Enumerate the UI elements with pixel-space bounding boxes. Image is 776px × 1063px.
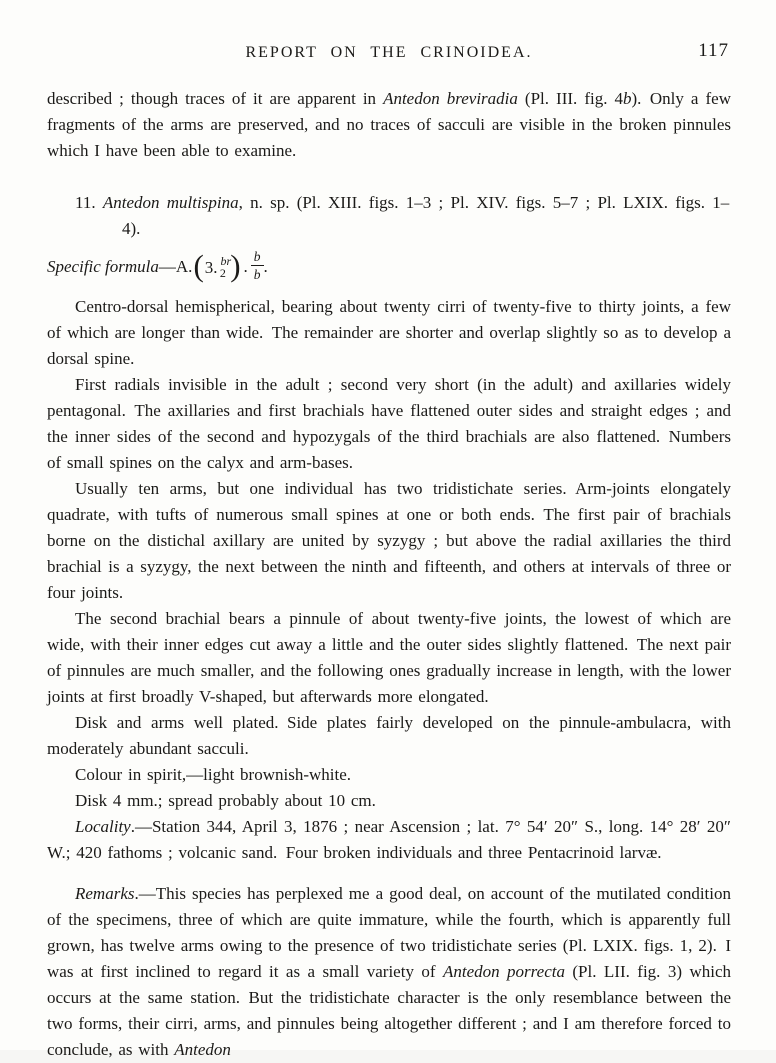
page-header-title: REPORT ON THE CRINOIDEA. [245,44,533,61]
text-run: , n. sp. (Pl. XIII. figs. 1–3 ; Pl. XIV. figs. 5–7 ; Pl. LXIX. figs. 1–4). [122,193,730,238]
text-run: (Pl. LII. fig. 3) which occurs at the same station. But the tridistichate character is the only resemblance between the two forms, their cirri, arms, and pinnules being altogether different ; and I am therefore forced to conclude, as with [47,962,731,1059]
formula-label: Specific formula [47,257,159,276]
formula-genus: A. [175,257,193,276]
text-run: ). Only a few fragments of the arms are preserved, and no traces of sacculi are visible in the broken pinnules which I have been able to examine. [47,89,731,160]
formula-fraction-numerator: b [251,249,264,266]
text-run: (Pl. III. fig. 4 [517,89,623,108]
paragraph-disk-and-arms [47,710,731,762]
text-run: described ; though traces of it are apparent in [47,89,384,108]
paragraph-disk-size [47,788,731,814]
text-run: First radials invisible in the adult ; second very short (in the adult) and axillaries widely pentagonal. The axillaries and first brachials have flattened outer sides and straight edges ; and the inner sides of the second and hypozygals of the third brachials are also flattened. Numbers of small spines on the calyx and arm-bases. [47,375,731,472]
text-run: .—Station 344, April 3, 1876 ; near Ascension ; lat. 7° 54′ 20″ S., long. 14° 28′ 20″ W.; 420 fathoms ; volcanic sand. Four broken individuals and three Pentacrinoid larvæ. [47,817,731,862]
text-run: Colour in spirit,—light brownish-white. [75,765,352,784]
formula-sup-sub-stack [219,255,230,279]
text-run: .—This species has perplexed me a good deal, on account of the mutilated condition of the specimens, three of which are quite immature, while the fourth, which is apparently full grown, has twelve arms owing to the presence of two tridistichate series (Pl. LXIX. figs. 1, 2). I was at first inclined to regard it as a small variety of [47,884,731,981]
paragraph-centro-dorsal [47,294,731,372]
formula-fraction [251,249,264,282]
formula-open-paren-glyph: ( [193,248,204,283]
species-heading [47,190,731,242]
formula-subscript: 2 [219,266,226,280]
paragraph-first-radials [47,372,731,476]
italic-text-run: Antedon breviradia [383,89,518,108]
text-run: Disk 4 mm.; spread probably about 10 cm. [75,791,376,810]
formula-base-number: 3. [204,258,218,277]
formula-separator-dot: . [243,257,248,276]
text-run: 11. [75,193,103,212]
paragraph-locality [47,814,731,866]
paragraph-second-brachial [47,606,731,710]
formula-final-period: . [263,257,268,276]
formula-dash: — [158,257,176,276]
formula-fraction-denominator: b [253,266,261,282]
paragraph-intro [47,86,731,164]
italic-text-run: Locality [75,817,131,836]
page-number: 117 [698,40,729,61]
page-content [47,0,731,1063]
paragraph-usually-ten-arms [47,476,731,606]
paragraph-remarks [47,881,731,1063]
formula-superscript: br [220,254,232,268]
italic-text-run: Antedon porrecta [442,962,565,981]
text-run: Usually ten arms, but one individual has two tridistichate series. Arm-joints elongately quadrate, with tufts of numerous small spines at one or both ends. The first pair of brachials borne on the distichal axillary are united by syzygy ; but above the radial axillaries the third brachial is a syzygy, the next between the ninth and fifteenth, and others at intervals of three or four joints. [47,479,731,602]
text-run: The second brachial bears a pinnule of about twenty-five joints, the lowest of which are wide, with their inner edges cut away a little and the outer sides slightly flattened. The next pair of pinnules are much smaller, and the following ones gradually increase in length, with the lower joints at first broadly V-shaped, but afterwards more elongated. [47,609,731,706]
formula-close-paren-glyph: ) [230,248,241,283]
text-run: Centro-dorsal hemispherical, bearing about twenty cirri of twenty-five to thirty joints, a few of which are longer than wide. The remainder are shorter and overlap slightly so as to develop a dorsal spine. [47,297,731,368]
italic-text-run: Remarks [75,884,135,903]
specific-formula [47,245,731,289]
italic-text-run: Antedon [174,1040,231,1059]
paragraph-colour [47,762,731,788]
text-run: Disk and arms well plated. Side plates fairly developed on the pinnule-ambulacra, with moderately abundant sacculi. [47,713,731,758]
italic-text-run: Antedon multispina [102,193,239,212]
running-head [47,40,731,66]
italic-text-run: b [622,89,632,108]
